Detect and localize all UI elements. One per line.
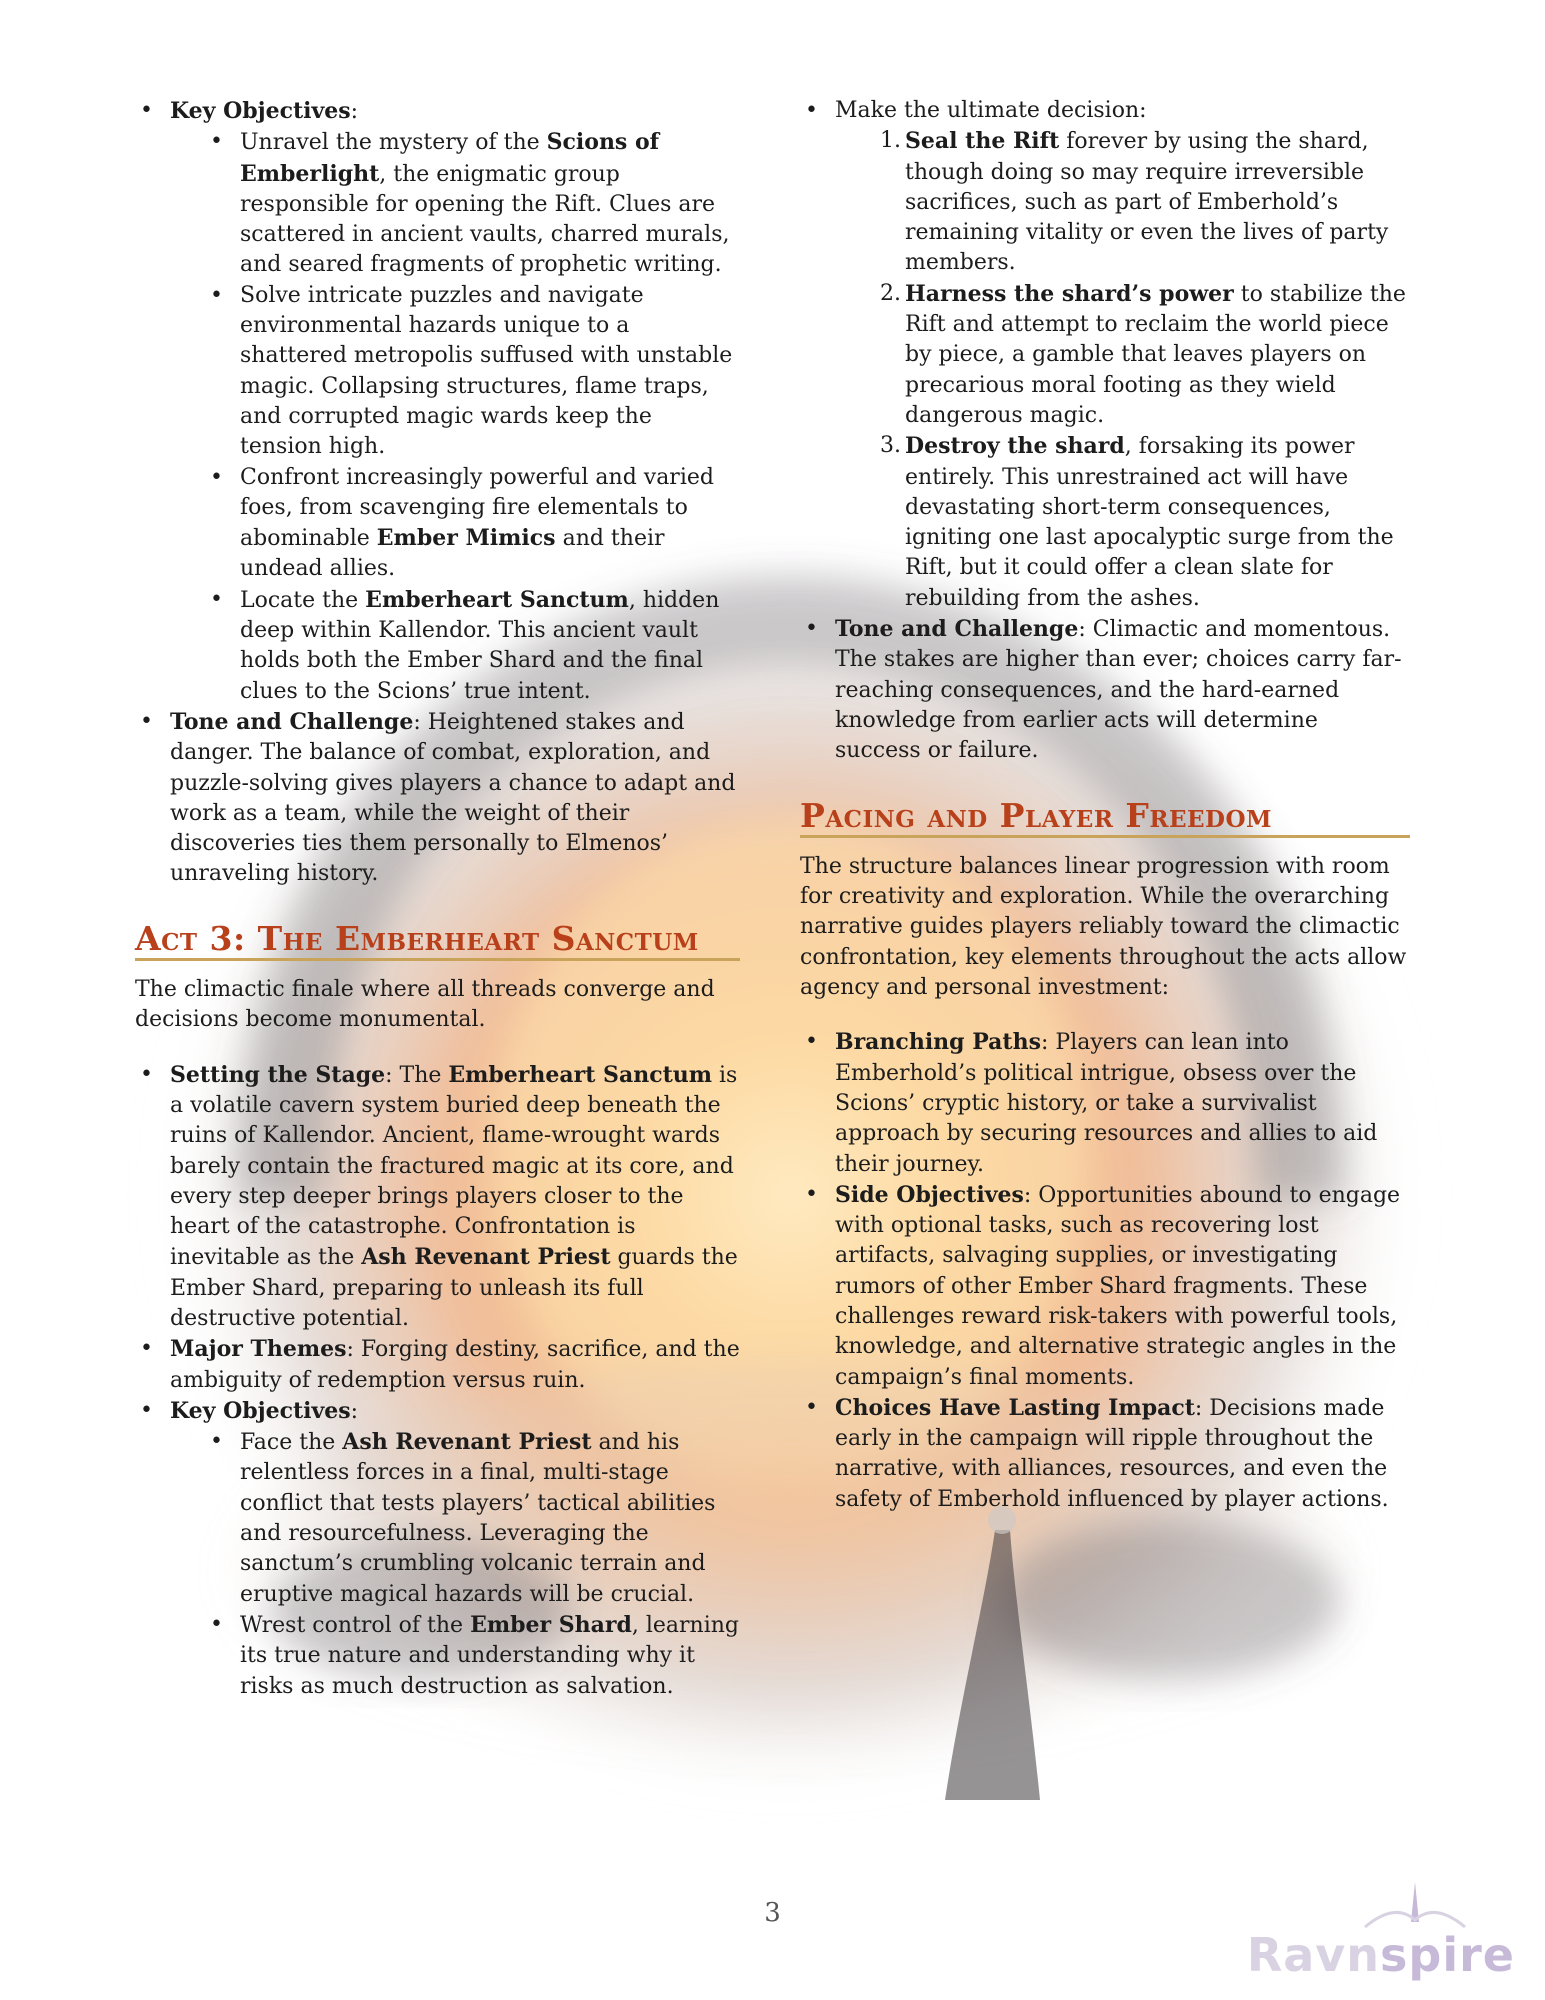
pacing-label: Branching Paths	[835, 1029, 1041, 1056]
objective-text: Unravel the mystery of the	[240, 130, 547, 156]
stage-text: : The	[385, 1062, 449, 1088]
act3-heading: Act 3: The Emberheart Sanctum	[135, 924, 740, 961]
stage-label: Setting the Stage	[170, 1061, 386, 1088]
pacing-item	[800, 1180, 1410, 1393]
ravnspire-logo	[1245, 1892, 1515, 1982]
objective-text: , hidden deep within Kallendor. This ancient vault holds both the Ember Shard and the final clues to the Scions’ true intent.	[240, 587, 720, 704]
act3-intro: The climactic finale where all threads converge and decisions become monumental.	[135, 977, 715, 1033]
decision-item	[800, 96, 1410, 614]
tone-label: Tone and Challenge	[170, 708, 414, 735]
right-column	[800, 96, 1410, 1515]
pacing-text: : Opportunities abound to engage with optional tasks, such as recovering lost artifacts, salvaging supplies, or investigating rumors of other Ember Shard fragments. These challenges reward risk-takers with powerful tools, knowledge, and alternative strategic angles in the campaign’s final moments.	[835, 1182, 1401, 1390]
objective-text: Locate the	[240, 587, 366, 613]
pacing-heading: Pacing and Player Freedom	[800, 801, 1410, 838]
tone-challenge-item	[800, 614, 1410, 766]
key-objectives-item: • Key Objectives: • Unravel the mystery of the Scions of Emberlight, the enigmatic group responsible for opening the Rift. Clues are scattered in ancient vaults, charred murals, and seared fragments of prophetic writing. • Solve intricate puzzles and navigate environmental hazards unique to a shattered metropolis suffused with unstable magic. Collapsing structures, flame traps, and corrupted magic wards keep the tension high. • Confront increasingly powerful and varied foes, from scavenging fire elementals to abominable Ember Mimics and their undead allies. • Locate the Emberheart Sanctum, hidden deep within Kallendor. This ancient vault holds both the Ember Shard and the final clues to the Scions’ true intent.	[135, 96, 740, 707]
themes-label: Major Themes	[170, 1336, 347, 1363]
objective-item	[170, 463, 740, 585]
pacing-intro: The structure balances linear progression with room for creativity and exploration. While the overarching narrative guides players reliably toward the climactic confrontation, key elements throughout the acts allow agency and personal investment:	[800, 853, 1407, 1001]
tone-text: : Heightened stakes and danger. The balance of combat, exploration, and puzzle-solving gives players a chance to adapt and work as a team, while the weight of their discoveries ties them personally to Elmenos’ unraveling history.	[170, 709, 736, 887]
decision-options	[835, 126, 1410, 614]
tone-label: Tone and Challenge	[835, 616, 1079, 643]
objective-text: Confront increasingly powerful and varied foes, from scavenging fire elementals to abominable	[240, 464, 714, 552]
option-number: 3.	[880, 433, 901, 459]
objective-emphasis: Ember Shard	[470, 1611, 632, 1638]
option-title: Harness the shard’s power	[905, 280, 1234, 307]
key-objectives-sublist	[170, 1427, 740, 1702]
pacing-label: Side Objectives	[835, 1181, 1024, 1208]
themes-text: : Forging destiny, sacrifice, and the ambiguity of redemption versus ruin.	[170, 1337, 740, 1393]
decision-option	[835, 279, 1410, 431]
tone-text: : Climactic and momentous. The stakes are higher than ever; choices carry far-reaching consequences, and the hard-earned knowledge from earlier acts will determine success or failure.	[835, 617, 1402, 764]
pacing-text: : Players can lean into Emberhold’s political intrigue, obsess over the Scions’ cryptic history, or take a survivalist approach by securing resources and allies to aid their journey.	[835, 1030, 1378, 1177]
option-number: 2.	[880, 280, 901, 306]
objective-text: , learning its true nature and understanding why it risks as much destruction as salvation.	[240, 1612, 739, 1699]
decision-intro: Make the ultimate decision:	[835, 98, 1147, 123]
key-objectives-sublist	[170, 127, 740, 707]
logo-wordmark	[1247, 1928, 1515, 1982]
pacing-label: Choices Have Lasting Impact	[835, 1394, 1195, 1421]
logo-part1: Ravn	[1246, 1928, 1381, 1982]
objective-emphasis: Emberheart Sanctum	[365, 586, 629, 613]
objective-emphasis: Ash Revenant Priest	[342, 1429, 592, 1456]
pacing-item	[800, 1027, 1410, 1179]
key-objectives-item: • Key Objectives: • Face the Ash Revenant Priest and his relentless forces in a final, multi-stage conflict that tests players’ tactical abilities and resourcefulness. Leveraging the sanctum’s crumbling volcanic terrain and eruptive magical hazards will be crucial. • Wrest control of the Ember Shard, learning its true nature and understanding why it risks as much destruction as salvation.	[135, 1396, 740, 1702]
left-column	[135, 96, 740, 1702]
decision-list	[800, 96, 1410, 767]
tone-challenge-item	[135, 707, 740, 890]
objective-emphasis: Scions of Emberlight	[240, 129, 660, 187]
stage-emphasis: Ash Revenant Priest	[361, 1244, 611, 1271]
pacing-text: : Decisions made early in the campaign will ripple throughout the narrative, with alliances, resources, and even the safety of Emberhold influenced by player actions.	[835, 1395, 1389, 1512]
option-title: Destroy the shard	[905, 433, 1125, 460]
objective-text: Solve intricate puzzles and navigate environmental hazards unique to a shattered metropolis suffused with unstable magic. Collapsing structures, flame traps, and corrupted magic wards keep the tension high.	[240, 282, 733, 460]
pacing-list	[800, 1027, 1410, 1515]
objective-text: , the enigmatic group responsible for opening the Rift. Clues are scattered in ancient vaults, charred murals, and seared fragments of prophetic writing.	[240, 161, 730, 278]
option-text: to stabilize the Rift and attempt to reclaim the world piece by piece, a gamble that leaves players on precarious moral footing as they wield dangerous magic.	[905, 281, 1406, 428]
objective-item	[170, 585, 740, 707]
page-number: 3	[764, 1898, 781, 1928]
objective-item	[170, 1427, 740, 1610]
option-title: Seal the Rift	[905, 128, 1060, 155]
act2-list	[135, 96, 740, 890]
option-text: forever by using the shard, though doing so may require irreversible sacrifices, such as part of Emberhold’s remaining vitality or even the lives of party members.	[905, 129, 1389, 276]
stage-text: guards the Ember Shard, preparing to unleash its full destructive potential.	[170, 1245, 738, 1331]
objective-emphasis: Ember Mimics	[376, 525, 556, 552]
setting-stage-item	[135, 1060, 740, 1335]
pacing-item	[800, 1393, 1410, 1515]
major-themes-item	[135, 1334, 740, 1396]
objective-text: and their undead allies.	[240, 526, 665, 582]
stage-emphasis: Emberheart Sanctum	[448, 1061, 713, 1088]
key-objectives-label: Key Objectives	[170, 1397, 351, 1424]
objective-item	[170, 127, 740, 280]
act3-list	[135, 1060, 740, 1702]
option-text: , forsaking its power entirely. This unrestrained act will have devastating short-term consequences, igniting one last apocalyptic surge from the Rift, but it could offer a clean slate for rebuilding from the ashes.	[905, 434, 1394, 611]
objective-text: Wrest control of the	[240, 1612, 471, 1638]
option-number: 1.	[880, 128, 901, 154]
decision-option	[835, 431, 1410, 614]
decision-option	[835, 126, 1410, 278]
stage-text: is a volatile cavern system buried deep beneath the ruins of Kallendor. Ancient, flame-wrought wards barely contain the fractured magic at its core, and every step deeper brings players closer to the heart of the catastrophe. Confrontation is inevitable as the	[170, 1062, 738, 1271]
objective-item	[170, 1610, 740, 1702]
key-objectives-label: Key Objectives	[170, 98, 351, 124]
objective-item	[170, 281, 740, 463]
objective-text: Face the	[240, 1430, 343, 1456]
logo-part2: spire	[1380, 1928, 1515, 1982]
objective-text: and his relentless forces in a final, multi-stage conflict that tests players’ tactical abilities and resourcefulness. Leveraging the sanctum’s crumbling volcanic terrain and eruptive magical hazards will be crucial.	[240, 1430, 716, 1607]
